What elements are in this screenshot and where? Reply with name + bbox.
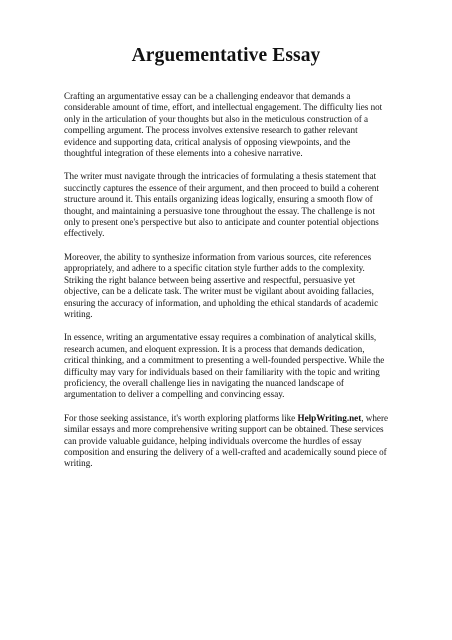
- document-title: Arguementative Essay: [131, 45, 321, 66]
- paragraph-1: Crafting an argumentative essay can be a challenging endeavor that demands a considerable amount of time, effort, and intellectual engagement. The difficulty lies not only in the articulation of your thoughts but also in the meticulous construction of a compelling argument. The process involves extensive research to gather relevant evidence and supporting data, critical analysis of opposing viewpoints, and the thoughtful integration of these elements into a cohesive narrative.: [64, 91, 383, 159]
- paragraph-3: Moreover, the ability to synthesize information from various sources, cite references appropriately, and adhere to a specific citation style further adds to the complexity. Striking the right balance between being assertive and respectful, persuasive yet objective, can be a delicate task. The writer must be vigilant about avoiding fallacies, ensuring the accuracy of information, and upholding the ethical standards of academic writing.: [64, 251, 379, 319]
- paragraph-4: In essence, writing an argumentative essay requires a combination of analytical skills, research acumen, and eloquent expression. It is a process that demands dedication, critical thinking, and a commitment to presenting a well-founded perspective. While the difficulty may vary for individuals based on their familiarity with the topic and writing proficiency, the overall challenge lies in navigating the nuanced landscape of argumentation to deliver a compelling and convincing essay.: [64, 332, 385, 400]
- paragraph-2: The writer must navigate through the intricacies of formulating a thesis statement that succinctly captures the essence of their argument, and then proceed to build a coherent structure around it. This entails organizing ideas logically, ensuring a smooth flow of thought, and maintaining a persuasive tone throughout the essay. The challenge is not only to present one's perspective but also to anticipate and counter potential objections effectively.: [64, 171, 379, 239]
- paragraph-5-text-after: , where similar essays and more comprehensive writing support can be obtained. These services can provide valuable guidance, helping individuals overcome the hurdles of essay composition and ensuring the delivery of a well-crafted and academically sound piece of writing.: [64, 412, 389, 469]
- paragraph-5-text-before: For those seeking assistance, it's worth exploring platforms like: [64, 412, 298, 423]
- paragraph-5: [64, 413, 388, 470]
- helpwriting-link-text: HelpWriting.net: [297, 412, 362, 423]
